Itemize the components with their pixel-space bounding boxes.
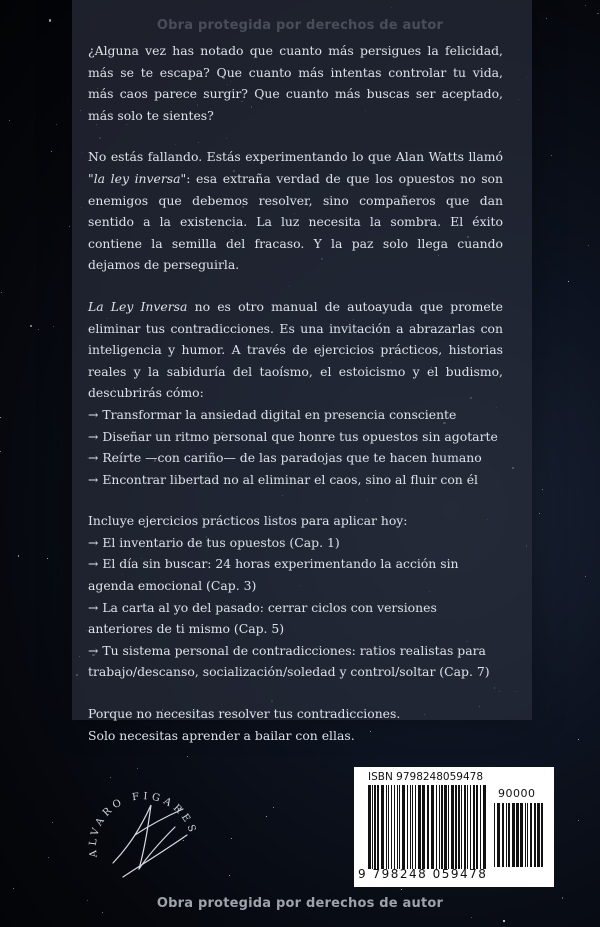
barcode-bar bbox=[412, 785, 413, 869]
barcode-bar bbox=[397, 785, 398, 869]
barcode-bar bbox=[394, 785, 395, 869]
barcode-bar bbox=[534, 803, 536, 867]
author-logo bbox=[75, 765, 215, 905]
barcode-digits: 9 798248 059478 bbox=[358, 867, 488, 881]
barcode-bar bbox=[520, 803, 523, 867]
star bbox=[102, 912, 103, 913]
p2-emphasis: la ley inversa bbox=[93, 170, 181, 186]
star bbox=[266, 816, 267, 817]
star bbox=[539, 513, 540, 514]
barcode-bar bbox=[480, 785, 481, 869]
barcode-bar bbox=[388, 785, 389, 869]
star bbox=[18, 555, 19, 556]
barcode-bar bbox=[494, 803, 495, 867]
barcode-bar bbox=[448, 785, 449, 869]
barcode-bar bbox=[415, 785, 416, 869]
star bbox=[585, 5, 586, 6]
blurb-text bbox=[88, 40, 503, 766]
barcode-addon-bars bbox=[494, 803, 544, 867]
barcode-bar bbox=[455, 785, 457, 869]
barcode-bars bbox=[368, 785, 488, 869]
star bbox=[551, 155, 552, 156]
barcode-bar bbox=[427, 785, 429, 869]
barcode-bar bbox=[512, 803, 515, 867]
barcode-bar bbox=[407, 785, 408, 869]
barcode-bar bbox=[418, 785, 421, 869]
barcode-bar bbox=[399, 785, 400, 869]
exercise-item: → El día sin buscar: 24 horas experimentando la acción sin agenda emocional (Cap. 3) bbox=[88, 556, 459, 594]
barcode-bar bbox=[541, 803, 543, 867]
learn-item: → Encontrar libertad no al eliminar el caos, sino al fluir con él bbox=[88, 471, 479, 487]
star bbox=[69, 226, 70, 227]
price-code: 90000 bbox=[498, 787, 536, 800]
star bbox=[597, 13, 598, 14]
barcode-bar bbox=[527, 803, 528, 867]
barcode-bar bbox=[525, 803, 526, 867]
exercises-block bbox=[88, 510, 503, 683]
book-title-inline: La Ley Inversa bbox=[88, 298, 188, 314]
star bbox=[542, 489, 543, 490]
barcode-bar bbox=[436, 785, 437, 869]
star bbox=[56, 124, 57, 125]
p2-text-start: No estás fallando. Estás experimentando lo que Alan Watts llamó " bbox=[88, 149, 503, 186]
barcode-bar bbox=[516, 803, 519, 867]
isbn-barcode bbox=[354, 767, 554, 887]
barcode-bar bbox=[473, 785, 475, 869]
star bbox=[0, 451, 1, 452]
closing-line: Porque no necesitas resolver tus contradicciones. bbox=[88, 706, 401, 722]
closing-block bbox=[88, 703, 503, 746]
barcode-bar bbox=[497, 803, 500, 867]
p2-text-end: ": esa extraña verdad de que los opuestos no son enemigos que debemos resolver, sino compañeros que dan sentido a la existencia. La luz necesita la sombra. El éxito contiene la semilla del fracaso. Y la paz solo llega cuando dejamos de perseguirla. bbox=[88, 170, 503, 273]
learn-item: → Transformar la ansiedad digital en presencia consciente bbox=[88, 406, 457, 422]
barcode-bar bbox=[431, 785, 434, 869]
exercise-item: → La carta al yo del pasado: cerrar ciclos con versiones anteriores de ti mismo (Cap. 5) bbox=[88, 599, 437, 637]
star bbox=[585, 576, 586, 577]
star bbox=[0, 417, 1, 418]
author-logo-text: ALVARO FIGARES bbox=[87, 791, 199, 858]
star bbox=[48, 857, 49, 858]
barcode-bar bbox=[372, 785, 373, 869]
barcode-bar bbox=[374, 785, 376, 869]
barcode-bar bbox=[476, 785, 478, 869]
barcode-bar bbox=[451, 785, 454, 869]
star bbox=[231, 838, 232, 839]
barcode-bar bbox=[402, 785, 405, 869]
star bbox=[53, 326, 54, 327]
barcode-bar bbox=[410, 785, 411, 869]
barcode-bar bbox=[464, 785, 466, 869]
star bbox=[578, 739, 579, 740]
barcode-bar bbox=[386, 785, 387, 869]
exercise-item: → El inventario de tus opuestos (Cap. 1) bbox=[88, 534, 340, 550]
barcode-bar bbox=[377, 785, 379, 869]
star bbox=[51, 151, 52, 152]
barcode-bar bbox=[508, 803, 510, 867]
barcode-bar bbox=[391, 785, 392, 869]
barcode-bar bbox=[506, 803, 507, 867]
watermark-bottom: Obra protegida por derechos de autor bbox=[156, 896, 444, 911]
barcode-bar bbox=[470, 785, 471, 869]
star bbox=[30, 325, 31, 326]
barcode-bar bbox=[441, 785, 443, 869]
barcode-bar bbox=[502, 803, 504, 867]
star bbox=[229, 875, 230, 876]
blurb-paragraph-3 bbox=[88, 296, 503, 490]
barcode-bar bbox=[368, 785, 371, 869]
barcode-bar bbox=[530, 803, 532, 867]
star bbox=[273, 807, 274, 808]
exercise-item: → Tu sistema personal de contradicciones: ratios realistas para trabajo/descanso, socialización/soledad y control/soltar (Cap. 7) bbox=[88, 642, 490, 680]
star bbox=[1, 292, 2, 293]
star bbox=[38, 329, 39, 330]
barcode-bar bbox=[461, 785, 462, 869]
barcode-bar bbox=[458, 785, 460, 869]
star bbox=[588, 245, 589, 246]
signature-icon bbox=[113, 805, 187, 877]
learn-item: → Reírte —con cariño— de las paradojas que te hacen humano bbox=[88, 450, 482, 466]
star bbox=[13, 888, 14, 889]
star bbox=[47, 558, 48, 559]
star bbox=[568, 281, 569, 282]
isbn-label: ISBN 9798248059478 bbox=[368, 771, 484, 783]
barcode-bar bbox=[381, 785, 384, 869]
barcode-bar bbox=[422, 785, 425, 869]
blurb-paragraph-2 bbox=[88, 146, 503, 276]
barcode-bar bbox=[467, 785, 468, 869]
star bbox=[52, 822, 53, 823]
exercises-intro: Incluye ejercicios prácticos listos para aplicar hoy: bbox=[88, 513, 408, 529]
star bbox=[471, 917, 472, 918]
blurb-paragraph-1: ¿Alguna vez has notado que cuanto más persigues la felicidad, más se te escapa? Que cuanto más intentas controlar tu vida, más caos parece surgir? Que cuanto más buscas ser aceptado, más solo te sientes? bbox=[88, 43, 503, 123]
star bbox=[9, 120, 10, 121]
barcode-bar bbox=[444, 785, 447, 869]
closing-line: Solo necesitas aprender a bailar con ellas. bbox=[88, 727, 355, 743]
star bbox=[401, 889, 402, 890]
learn-item: → Diseñar un ritmo personal que honre tus opuestos sin agotarte bbox=[88, 428, 498, 444]
barcode-bar bbox=[439, 785, 440, 869]
barcode-bar bbox=[483, 785, 486, 869]
star bbox=[578, 820, 579, 821]
star bbox=[503, 920, 504, 921]
p3-text: no es otro manual de autoayuda que promete eliminar tus contradicciones. Es una invitación a abrazarlas con inteligencia y humor. A través de ejercicios prácticos, historias reales y la sabiduría del taoísmo, el estoicismo y el budismo, descubrirás cómo: bbox=[88, 298, 503, 401]
barcode-bar bbox=[537, 803, 540, 867]
